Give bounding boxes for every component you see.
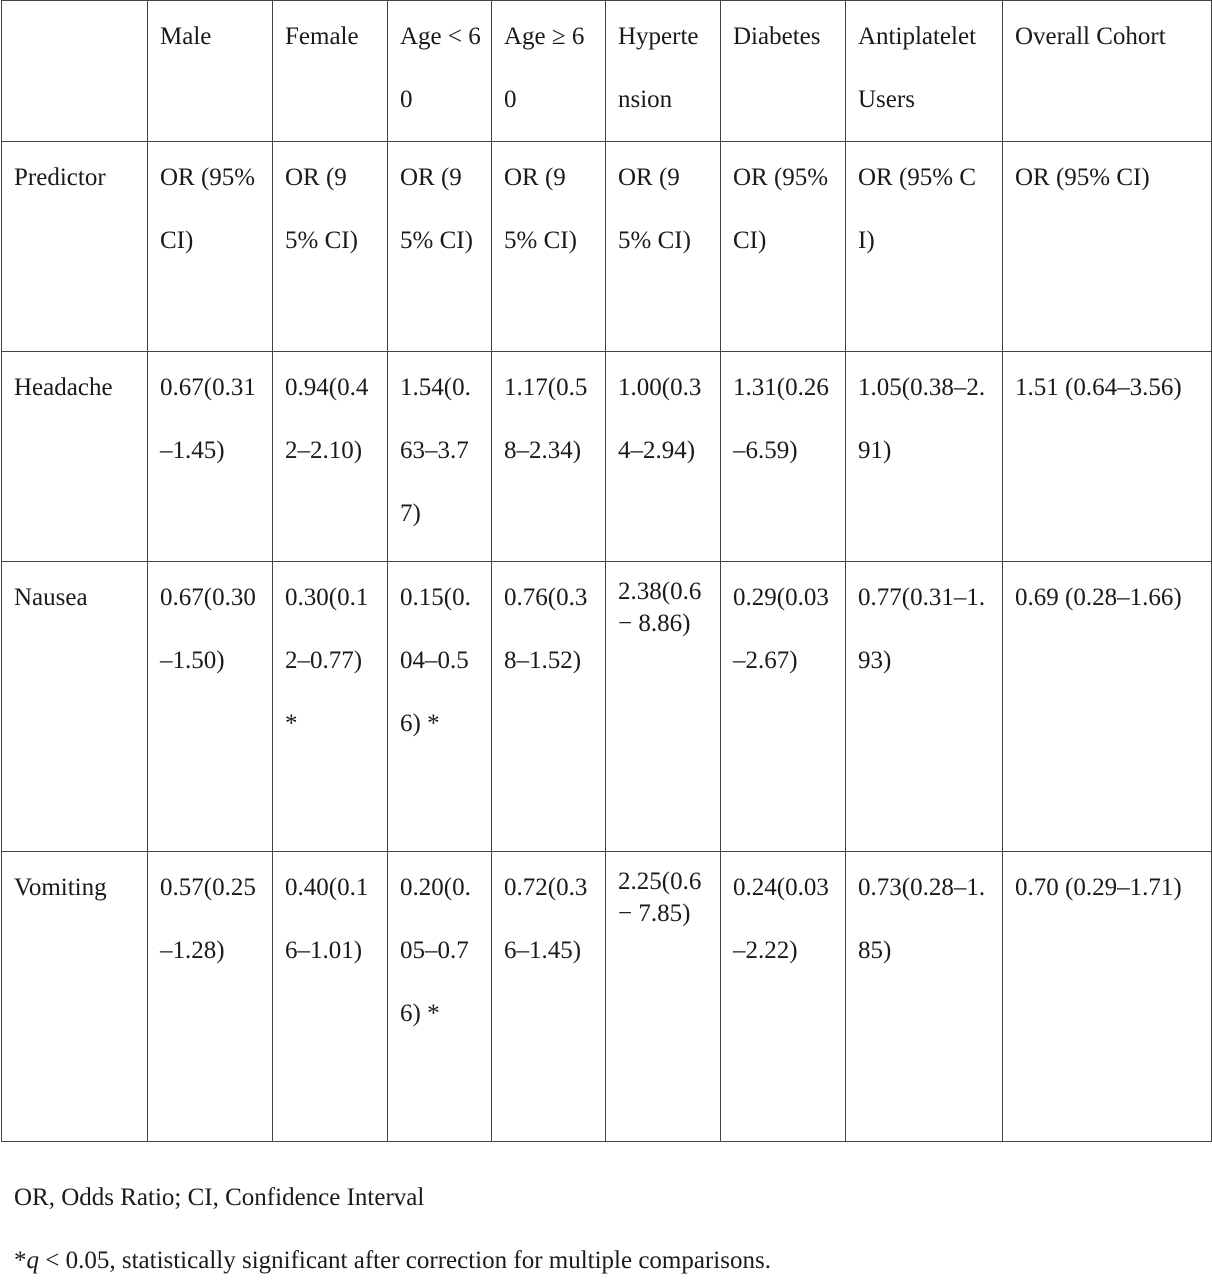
or-cell: 0.20(0.05–0.76) * (388, 852, 492, 1142)
header-cell-female: Female (273, 1, 388, 142)
footnote-star: * (14, 1247, 27, 1274)
or-cell: 0.29(0.03–2.67) (721, 562, 846, 852)
sub-header-cell: OR (95% CI) (606, 142, 721, 352)
or-cell: 0.24(0.03–2.22) (721, 852, 846, 1142)
or-cell: 2.25(0.6 − 7.85) (606, 852, 721, 1142)
table-row-nausea (2, 562, 1212, 852)
header-cell-age-under-60: Age < 60 (388, 1, 492, 142)
header-cell-diabetes: Diabetes (721, 1, 846, 142)
odds-ratio-table (1, 0, 1212, 1142)
table-row-headache (2, 352, 1212, 562)
sub-header-cell: OR (95% CI) (148, 142, 273, 352)
or-cell: 0.70 (0.29–1.71) (1003, 852, 1212, 1142)
table-row-vomiting (2, 852, 1212, 1142)
header-cell-overall: Overall Cohort (1003, 1, 1212, 142)
predictor-cell: Headache (2, 352, 148, 562)
or-cell: 0.15(0.04–0.56) * (388, 562, 492, 852)
or-cell: 1.05(0.38–2.91) (846, 352, 1003, 562)
sub-header-cell: OR (95% CI) (492, 142, 606, 352)
or-cell: 0.72(0.36–1.45) (492, 852, 606, 1142)
sub-header-cell: OR (95% CI) (1003, 142, 1212, 352)
header-row (2, 1, 1212, 142)
sub-header-cell: OR (95% CI) (846, 142, 1003, 352)
or-cell: 1.51 (0.64–3.56) (1003, 352, 1212, 562)
footnote-significance-text: < 0.05, statistically significant after correction for multiple comparisons. (39, 1247, 771, 1274)
header-cell-male: Male (148, 1, 273, 142)
or-cell: 0.57(0.25–1.28) (148, 852, 273, 1142)
predictor-cell: Nausea (2, 562, 148, 852)
header-cell-age-60-plus: Age ≥ 60 (492, 1, 606, 142)
sub-header-cell: OR (95% CI) (721, 142, 846, 352)
or-cell: 1.31(0.26–6.59) (721, 352, 846, 562)
or-cell: 0.69 (0.28–1.66) (1003, 562, 1212, 852)
footnote-abbreviations: OR, Odds Ratio; CI, Confidence Interval (14, 1184, 425, 1211)
or-cell: 0.73(0.28–1.85) (846, 852, 1003, 1142)
or-cell: 2.38(0.6 − 8.86) (606, 562, 721, 852)
sub-header-row (2, 142, 1212, 352)
footnote-significance (14, 1246, 771, 1276)
or-cell: 0.40(0.16–1.01) (273, 852, 388, 1142)
or-cell: 0.77(0.31–1.93) (846, 562, 1003, 852)
or-cell: 1.00(0.34–2.94) (606, 352, 721, 562)
footnote-q-symbol: q (26, 1247, 39, 1274)
or-cell: 0.30(0.12–0.77) * (273, 562, 388, 852)
or-cell: 0.76(0.38–1.52) (492, 562, 606, 852)
sub-header-cell: OR (95% CI) (388, 142, 492, 352)
or-cell: 0.67(0.31–1.45) (148, 352, 273, 562)
header-cell-antiplatelet: Antiplatelet Users (846, 1, 1003, 142)
sub-header-cell: OR (95% CI) (273, 142, 388, 352)
or-cell: 1.54(0.63–3.77) (388, 352, 492, 562)
or-cell: 0.94(0.42–2.10) (273, 352, 388, 562)
header-cell-blank (2, 1, 148, 142)
predictor-cell: Vomiting (2, 852, 148, 1142)
or-cell: 1.17(0.58–2.34) (492, 352, 606, 562)
or-cell: 0.67(0.30–1.50) (148, 562, 273, 852)
predictor-header-cell: Predictor (2, 142, 148, 352)
header-cell-hypertension: Hypertension (606, 1, 721, 142)
